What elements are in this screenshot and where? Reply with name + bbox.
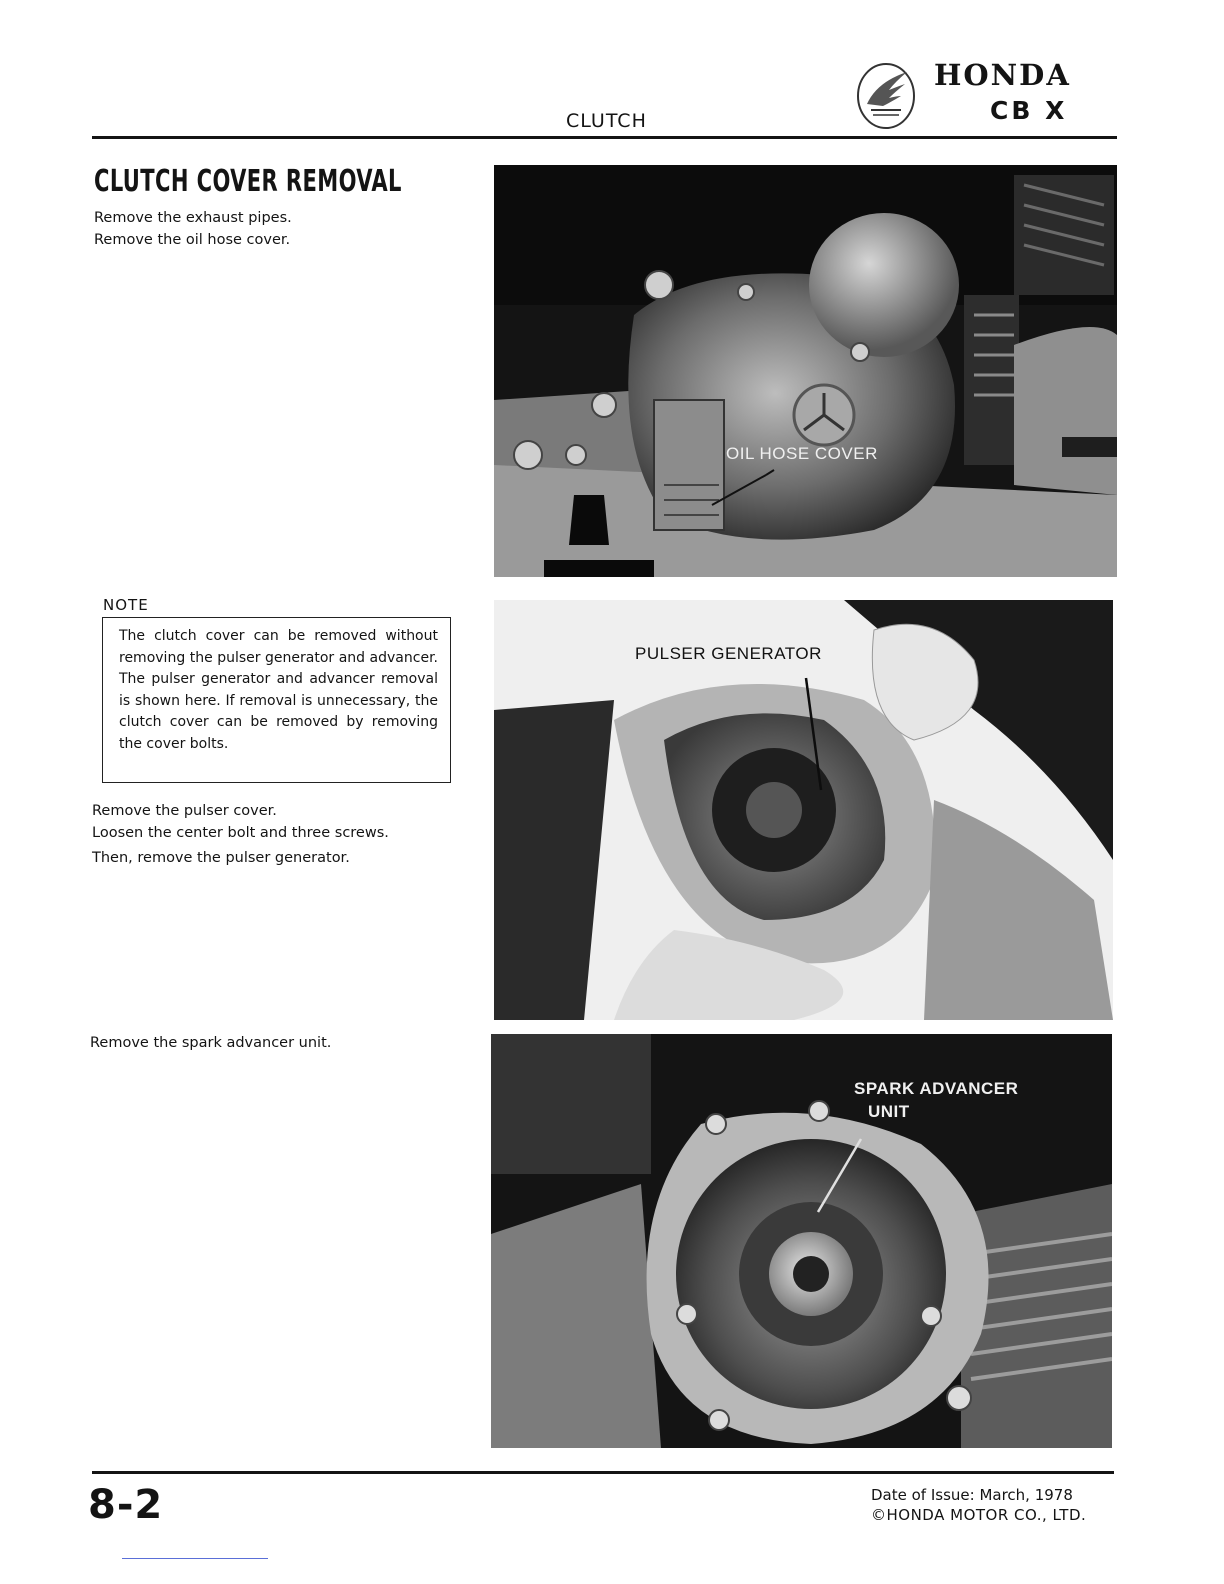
section-title: CLUTCH <box>566 110 647 132</box>
note-label: NOTE <box>103 596 149 614</box>
page-number: 8-2 <box>88 1482 164 1528</box>
footer-divider <box>92 1471 1114 1474</box>
scan-artifact-line <box>122 1558 268 1559</box>
note-box <box>102 617 451 783</box>
header-divider <box>92 136 1117 139</box>
callout-oil-hose-cover: OIL HOSE COVER <box>726 444 878 463</box>
callout-spark-advancer-line1: SPARK ADVANCER <box>854 1079 1019 1098</box>
copyright: ©HONDA MOTOR CO., LTD. <box>871 1506 1087 1524</box>
step-item: Remove the oil hose cover. <box>94 232 291 248</box>
steps-group-2 <box>92 800 389 869</box>
brand-name: HONDA <box>934 58 1071 92</box>
step-item: Remove the spark advancer unit. <box>90 1035 332 1051</box>
engine-photo-illustration <box>494 165 1117 577</box>
page-heading: CLUTCH COVER REMOVAL <box>94 164 402 199</box>
callout-spark-advancer-line2: UNIT <box>868 1102 910 1121</box>
honda-wing-logo-icon <box>855 60 917 130</box>
steps-group-1 <box>94 207 292 251</box>
advancer-photo-illustration <box>491 1034 1112 1448</box>
photo-pulser-generator <box>494 600 1113 1020</box>
model-name: CB X <box>990 96 1068 125</box>
note-text: The clutch cover can be removed without removing the pulser generator and advancer. The pulser generator and advancer removal is shown here. If removal is unnecessary, the clutch cover can be removed by removing the cover bolts. <box>119 628 438 752</box>
step-item: Then, remove the pulser generator. <box>92 850 350 866</box>
step-item: Loosen the center bolt and three screws. <box>92 825 389 841</box>
steps-group-3 <box>90 1032 331 1054</box>
photo-spark-advancer-unit <box>491 1034 1112 1448</box>
callout-pulser-generator: PULSER GENERATOR <box>635 644 822 663</box>
step-item: Remove the exhaust pipes. <box>94 210 292 226</box>
step-item: Remove the pulser cover. <box>92 803 277 819</box>
issue-date: Date of Issue: March, 1978 <box>871 1486 1073 1504</box>
photo-oil-hose-cover <box>494 165 1117 577</box>
